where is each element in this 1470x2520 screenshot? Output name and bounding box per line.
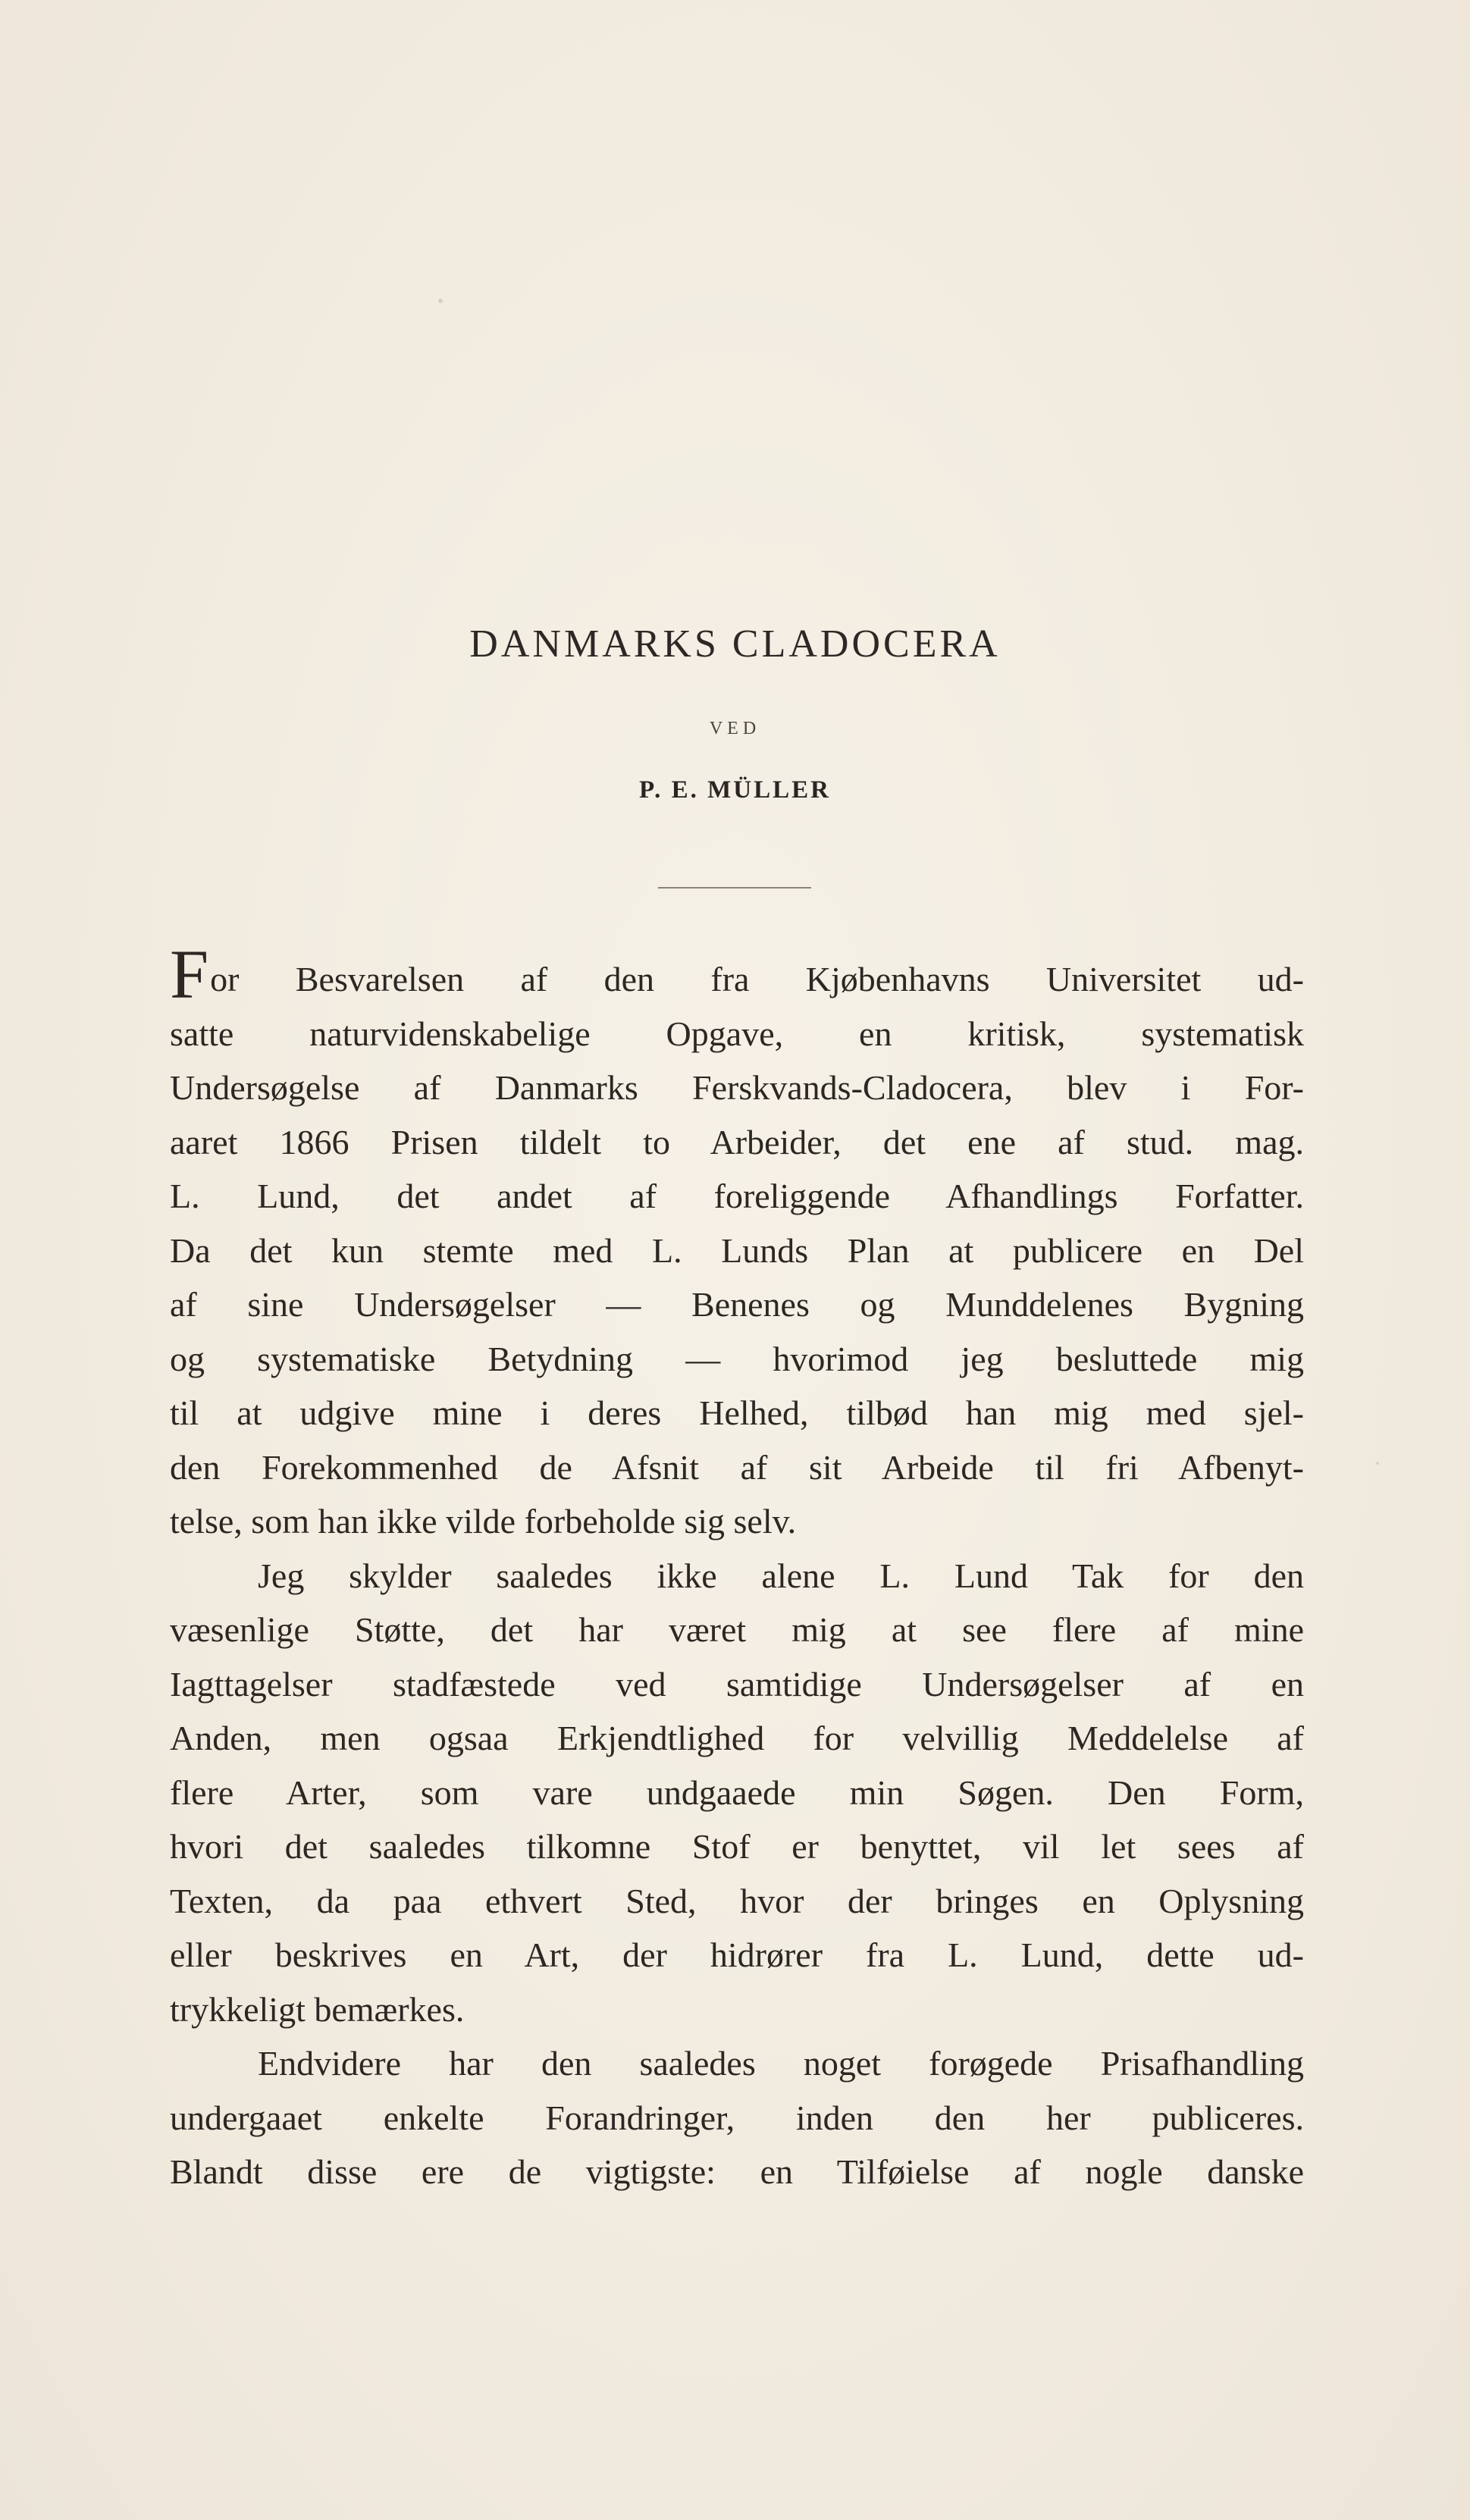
body-text — [170, 936, 1304, 2199]
text-line: Jeg skylder saaledes ikke alene L. Lund Tak for den — [258, 1556, 1304, 1595]
text-line: af sine Undersøgelser — Benenes og Munddelenes Bygning — [170, 1285, 1304, 1324]
text-line: flere Arter, som vare undgaaede min Søgen. Den Form, — [170, 1772, 1304, 1812]
text-line: til at udgive mine i deres Helhed, tilbød han mig med sjel- — [170, 1393, 1304, 1432]
by-word: VED — [709, 719, 761, 738]
text-line: trykkeligt bemærkes. — [170, 1989, 465, 2029]
text-line: og systematiske Betydning — hvorimod jeg besluttede mig — [170, 1339, 1304, 1378]
text-line: eller beskrives en Art, der hidrører fra L. Lund, dette ud- — [170, 1935, 1304, 1974]
text-line: væsenlige Støtte, det har været mig at see flere af mine — [170, 1610, 1304, 1649]
text-line: Anden, men ogsaa Erkjendtlighed for velvillig Meddelelse af — [170, 1719, 1304, 1757]
text-line-rest: or Besvarelsen af den fra Kjøbenhavns Universitet ud- — [210, 960, 1304, 998]
text-line: Iagttagelser stadfæstede ved samtidige Undersøgelser af en — [170, 1664, 1304, 1704]
title-divider — [658, 887, 811, 889]
author-name: P. E. MÜLLER — [639, 776, 831, 804]
text-line: L. Lund, det andet af foreliggende Afhandlings Forfatter. — [170, 1177, 1304, 1215]
text-line: undergaaet enkelte Forandringer, inden den her publiceres. — [170, 2098, 1304, 2137]
drop-cap: F — [170, 936, 209, 1013]
document-title: DANMARKS CLADOCERA — [469, 622, 1001, 666]
text-line: den Forekommenhed de Afsnit af sit Arbeide til fri Afbenyt- — [170, 1447, 1304, 1487]
text-line: Undersøgelse af Danmarks Ferskvands-Cladocera, blev i For- — [170, 1068, 1304, 1107]
text-line: Texten, da paa ethvert Sted, hvor der bringes en Oplysning — [170, 1881, 1304, 1920]
paper-speck — [1376, 1462, 1379, 1465]
text-line: hvori det saaledes tilkomne Stof er benyttet, vil let sees af — [170, 1827, 1304, 1866]
paper-speck — [438, 299, 443, 303]
text-line: Blandt disse ere de vigtigste: en Tilføielse af nogle danske — [170, 2152, 1304, 2191]
text-line: satte naturvidenskabelige Opgave, en kritisk, systematisk — [170, 1014, 1304, 1053]
text-line: telse, som han ikke vilde forbeholde sig selv. — [170, 1502, 797, 1541]
text-line: Endvidere har den saaledes noget forøgede Prisafhandling — [258, 2044, 1304, 2083]
text-line: Da det kun stemte med L. Lunds Plan at publicere en Del — [170, 1230, 1304, 1270]
text-line — [170, 936, 1304, 1013]
text-line: aaret 1866 Prisen tildelt to Arbeider, det ene af stud. mag. — [170, 1122, 1304, 1161]
